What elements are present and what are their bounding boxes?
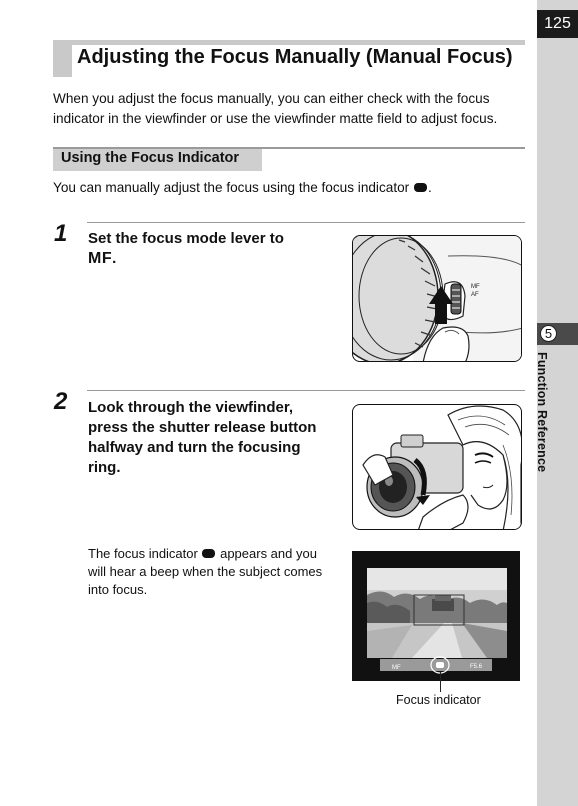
section-description: You can manually adjust the focus using the focus indicator . xyxy=(53,180,432,195)
vf-aperture-label: F5.6 xyxy=(470,664,483,670)
focus-note-before: The focus indicator xyxy=(88,546,198,561)
page-number: 125 xyxy=(537,10,578,38)
lever-af-label: AF xyxy=(471,292,479,298)
step-1-text-suffix: . xyxy=(112,250,117,267)
lever-illustration-svg xyxy=(353,236,522,362)
step-1-number: 1 xyxy=(54,220,68,247)
caption-leader-line xyxy=(440,672,441,692)
focus-indicator-caption: Focus indicator xyxy=(396,693,481,707)
intro-paragraph: When you adjust the focus manually, you can either check with the focus indicator in the viewfinder or use the viewfinder matte field to adjust focus. xyxy=(53,91,498,126)
step-2-rule xyxy=(87,390,525,391)
mf-symbol: MF xyxy=(88,250,113,267)
section-title: Using the Focus Indicator xyxy=(61,150,240,166)
viewfinder-scene-svg xyxy=(352,551,520,681)
viewfinder-illustration xyxy=(352,404,522,530)
section-description-text: You can manually adjust the focus using the focus indicator xyxy=(53,180,410,195)
lever-illustration xyxy=(352,235,522,362)
step-1-rule xyxy=(87,222,525,223)
lever-mf-label: MF xyxy=(471,284,480,290)
step-1-text-prefix: Set the focus mode lever to xyxy=(88,230,284,247)
chapter-title-container xyxy=(535,352,561,492)
vf-mode-label: MF xyxy=(392,665,401,671)
focus-indicator-icon-inline xyxy=(202,549,215,558)
viewfinder-display xyxy=(352,551,520,681)
focus-note-after: appears and you will hear a beep when the subject comes into focus. xyxy=(88,546,323,597)
viewfinder-illustration-svg xyxy=(353,405,522,530)
chapter-number: 5 xyxy=(540,325,557,342)
focus-note xyxy=(88,545,333,599)
step-1-text xyxy=(88,229,328,269)
step-2-text: Look through the viewfinder, press the shutter release button halfway and turn the focusing ring. xyxy=(88,399,317,476)
step-2-number: 2 xyxy=(54,388,68,415)
chapter-title: Function Reference xyxy=(535,352,549,473)
page-title: Adjusting the Focus Manually (Manual Focus) xyxy=(77,46,513,68)
focus-indicator-icon xyxy=(414,183,427,192)
